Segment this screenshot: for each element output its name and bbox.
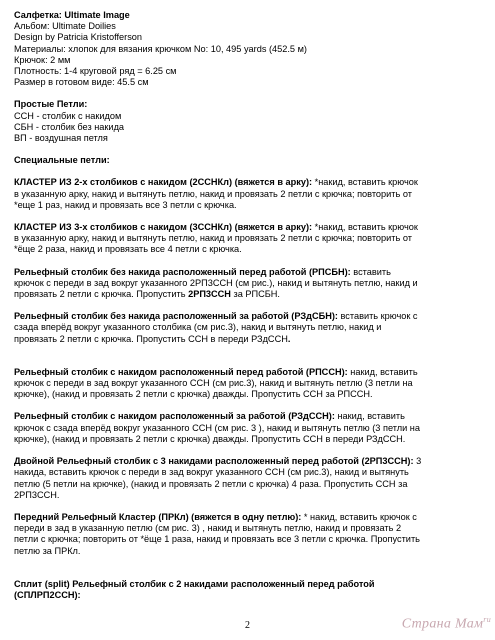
paragraph-text: накид, вставить (347, 366, 418, 377)
materials-line: Материалы: хлопок для вязания крючком No: 10, 495 yards (452.5 м) (14, 43, 307, 54)
design-line: Design by Patricia Kristofferson (14, 32, 143, 43)
paragraph-text: крючке), (накид и провязать 2 петли с крючка) дважды. Пропустить ССН за РПССН. (14, 389, 373, 400)
paragraph-text: петлю за ПРКл. (14, 545, 81, 556)
simple-stitches (14, 99, 476, 144)
paragraph-text: вставить крючок с (337, 311, 418, 322)
paragraph-text: за РПСБН. (230, 289, 280, 300)
paragraph-text: * накид, вставить крючок с (301, 511, 417, 522)
special-stitches-heading: Специальные петли: (14, 155, 110, 166)
paragraph-rzdsbn (14, 311, 476, 345)
paragraph-3ssnkl (14, 222, 476, 256)
size-line: Размер в готовом виде: 45.5 см (14, 77, 149, 88)
gauge-line: Плотность: 1-4 круговой ряд = 6.25 см (14, 66, 177, 77)
paragraph-text: *ёще 2 раза, накид и провязать все 4 петли с крючка. (14, 244, 242, 255)
doily-title: Салфетка: Ultimate Image (14, 10, 130, 20)
stitch-name: Передний Рельефный Кластер (ПРКл) (вяжется в одну петлю): (14, 511, 302, 522)
paragraph-splrp2ssn (14, 579, 476, 601)
header-block (14, 10, 476, 88)
paragraph-text: петлю (5 петли на крючке), (накид и провязать 2 петли с крючка) 4 раза. Пропустить ССН за (14, 478, 408, 489)
paragraph-text: крючок с сзада вперёд вокруг указанного ССН (см рис. 3 ), накид и вытянуть петлю (3 петли на (14, 422, 420, 433)
stitch-name: Двойной Рельефный столбик с 3 накидами расположенный перед работой (2РП3ССН): (14, 456, 414, 467)
paragraph-text: 2РП3ССН. (14, 489, 60, 500)
page-number: 2 (245, 620, 250, 631)
album-line: Альбом: Ultimate Doilies (14, 21, 116, 32)
paragraph-text: крючок с переди в зад вокруг указанного ССН (см рис.3), накид и вытянуть петлю (3 петли на (14, 378, 413, 389)
paragraph-text: сзада вперёд вокруг указанного столбика (см рис.3), накид и вытянуть петлю, накид и (14, 322, 382, 333)
stitch-name: Рельефный столбик с накидом расположенный за работой (РЗдССН): (14, 411, 335, 422)
paragraph-text: *еще 1 раз, накид и провязать все 3 петли с крючка. (14, 199, 237, 210)
paragraph-text: провязать 2 петли с крючка. Пропустить (14, 289, 189, 300)
watermark-mark: ru (483, 615, 491, 624)
hook-line: Крючок: 2 мм (14, 54, 71, 65)
paragraph-text: накид, вставить (334, 411, 405, 422)
paragraph-text: в указанную арку, накид и вытянуть петлю, накид и провязать 2 петли с крючка; повторить от (14, 188, 412, 199)
stitch-name: Сплит (split) Рельефный столбик с 2 накидами расположенный перед работой (14, 578, 375, 589)
paragraph-text: . (287, 333, 291, 344)
paragraph-text: *накид, вставить крючок (314, 177, 418, 188)
paragraph-2ssnkl (14, 177, 476, 211)
paragraph-text: крючке), (накид и провязать 2 петли с крючка) дважды. Пропустить ССН в переди РЗдССН. (14, 433, 406, 444)
paragraph-text: переди в зад в указанную петлю (см рис. 3) , накид и вытянуть петлю, накид и провязать 2 (14, 523, 402, 534)
paragraph-text: в указанную арку, накид и вытянуть петлю, накид и провязать 2 петли с крючка; повторить от (14, 233, 412, 244)
paragraph-text: крючок с переди в зад вокруг указанного 2РП3ССН (см рис.), накид и вытянуть петлю, накид и (14, 277, 418, 288)
stitch-name: КЛАСТЕР ИЗ 3-х столбиков с накидом (3ССНКл) (вяжется в арку): (14, 222, 315, 233)
stitch-name: Рельефный столбик без накида расположенный за работой (РЗдСБН): (14, 311, 338, 322)
paragraph-text: *накид, вставить крючок (314, 222, 418, 233)
paragraph-rzdssn (14, 411, 476, 445)
simple-stitches-heading: Простые Петли: (14, 99, 88, 110)
paragraph-text: накида, вставить крючок с переди в зад вокруг указанного ССН (см рис.3), накид и вытянуть (14, 467, 409, 478)
paragraph-text: 3 (413, 456, 422, 467)
stitch-name: Рельефный столбик с накидом расположенный перед работой (РПССН): (14, 366, 348, 377)
paragraph-rpsbn (14, 267, 476, 301)
stitch-ref: 2РП3ССН (188, 289, 231, 300)
simple-stitch-item: ВП - воздушная петля (14, 133, 108, 144)
paragraph-prkl (14, 512, 476, 557)
paragraph-text: провязать 2 петли с крючка. Пропустить ССН в переди РЗдССН (14, 333, 288, 344)
paragraph-2rp3ssn (14, 456, 476, 501)
stitch-name: Рельефный столбик без накида расположенный перед работой (РПСБН): (14, 266, 351, 277)
paragraph-text: петли с крючка; повторить от *ёще 1 раза, накид и провязать все 3 петли с крючка. Пропустить (14, 534, 420, 545)
simple-stitch-item: ССН - столбик с накидом (14, 110, 122, 121)
paragraph-rpssn (14, 367, 476, 401)
simple-stitch-item: СБН - столбик без накида (14, 121, 125, 132)
watermark-text: Страна Мам (401, 616, 484, 632)
watermark-logo (402, 614, 491, 630)
paragraph-text: вставить (350, 266, 391, 277)
document-page (14, 10, 476, 601)
stitch-name: КЛАСТЕР ИЗ 2-х столбиков с накидом (2ССНКл) (вяжется в арку): (14, 177, 315, 188)
stitch-name: (СПЛРП2ССН): (14, 589, 81, 600)
